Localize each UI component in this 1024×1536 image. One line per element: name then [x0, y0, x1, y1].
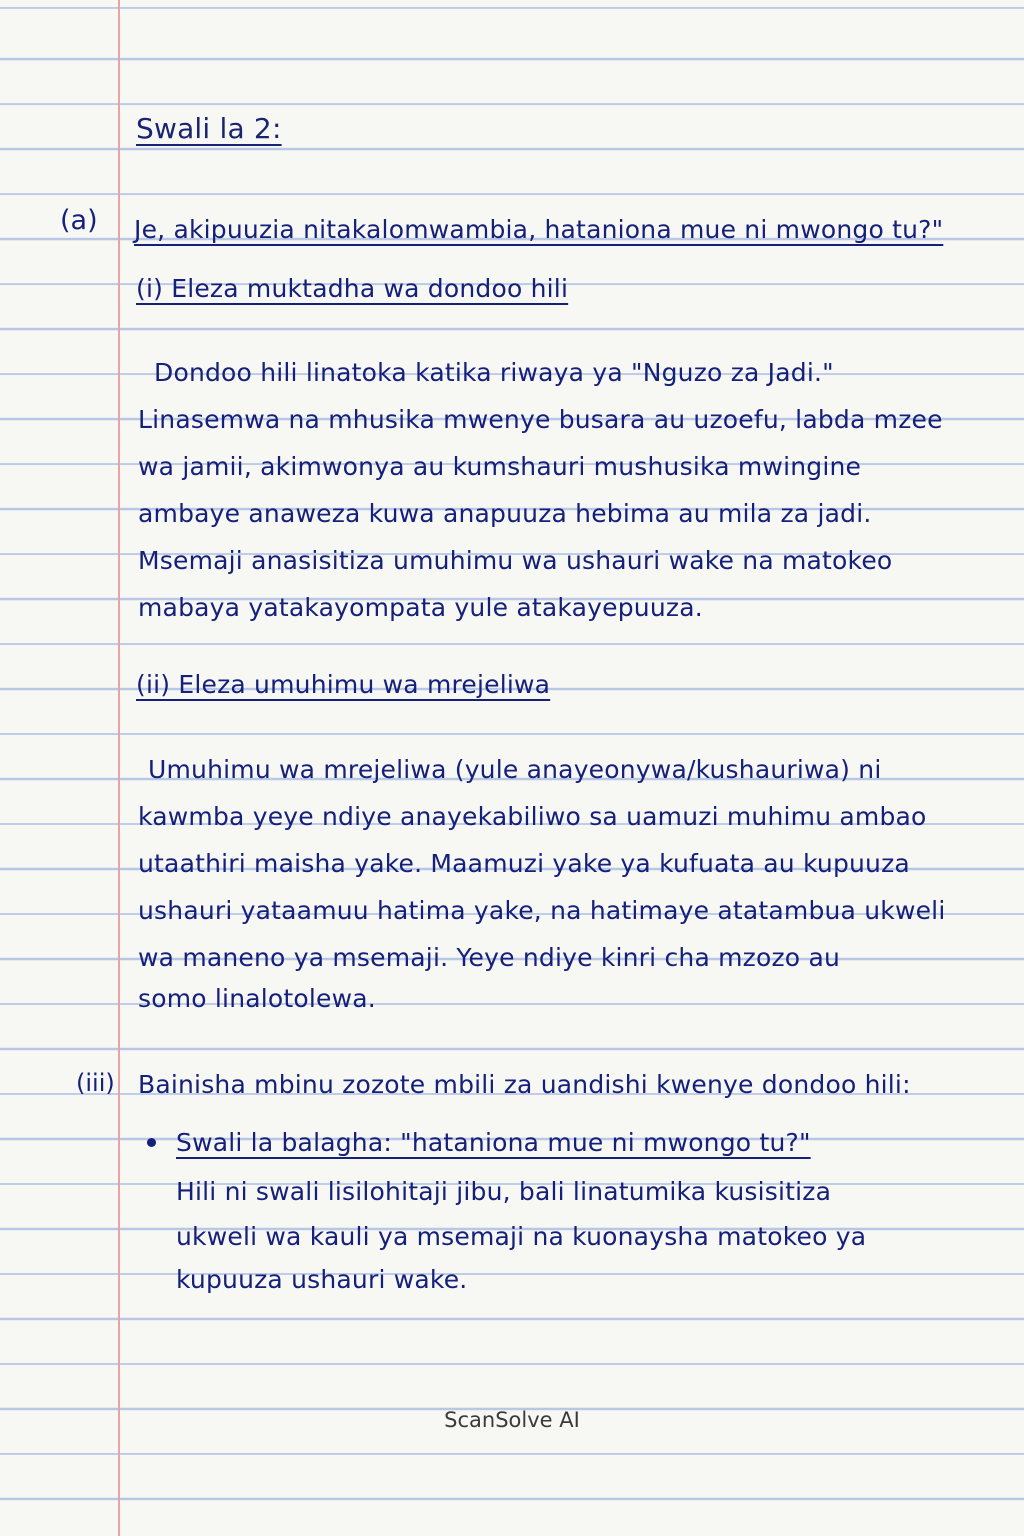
page-title: Swali la 2: — [136, 112, 282, 145]
bullet-title: Swali la balagha: "hataniona mue ni mwongo tu?" — [176, 1128, 811, 1157]
answer-ii-line-1: Umuhimu wa mrejeliwa (yule anayeonywa/kushauriwa) ni — [148, 755, 882, 784]
answer-ii-line-3: utaathiri maisha yake. Maamuzi yake ya kufuata au kupuuza — [138, 849, 910, 878]
answer-i-line-2: Linasemwa na mhusika mwenye busara au uzoefu, labda mzee — [138, 405, 943, 434]
answer-ii-line-6: somo linalotolewa. — [138, 984, 376, 1013]
bullet-dot — [147, 1138, 156, 1147]
bullet-text-line-2: ukweli wa kauli ya msemaji na kuonaysha matokeo ya — [176, 1222, 867, 1251]
margin-line — [118, 0, 120, 1536]
answer-i-line-6: mabaya yatakayompata yule atakayepuuza. — [138, 593, 703, 622]
question-i-prompt: (i) Eleza muktadha wa dondoo hili — [136, 274, 569, 303]
answer-ii-line-5: wa maneno ya msemaji. Yeye ndiye kinri cha mzozo au — [138, 943, 841, 972]
answer-i-line-5: Msemaji anasisitiza umuhimu wa ushauri wake na matokeo — [138, 546, 893, 575]
answer-ii-line-4: ushauri yataamuu hatima yake, na hatimaye atatambua ukweli — [138, 896, 946, 925]
part-a-label: (a) — [60, 205, 98, 236]
question-ii-prompt: (ii) Eleza umuhimu wa mrejeliwa — [136, 670, 551, 699]
answer-ii-line-2: kawmba yeye ndiye anayekabiliwo sa uamuzi muhimu ambao — [138, 802, 927, 831]
bullet-text-line-3: kupuuza ushauri wake. — [176, 1265, 468, 1294]
footer-brand: ScanSolve AI — [444, 1408, 580, 1432]
question-iii-label: (iii) — [76, 1069, 115, 1097]
quote-line: Je, akipuuzia nitakalomwambia, hataniona mue ni mwongo tu?" — [134, 215, 944, 244]
question-iii-prompt: Bainisha mbinu zozote mbili za uandishi kwenye dondoo hili: — [138, 1070, 911, 1099]
bullet-text-line-1: Hili ni swali lisilohitaji jibu, bali linatumika kusisitiza — [176, 1177, 832, 1206]
answer-i-line-1: Dondoo hili linatoka katika riwaya ya "Nguzo za Jadi." — [154, 358, 834, 387]
answer-i-line-4: ambaye anaweza kuwa anapuuza hebima au mila za jadi. — [138, 499, 872, 528]
answer-i-line-3: wa jamii, akimwonya au kumshauri mushusika mwingine — [138, 452, 862, 481]
